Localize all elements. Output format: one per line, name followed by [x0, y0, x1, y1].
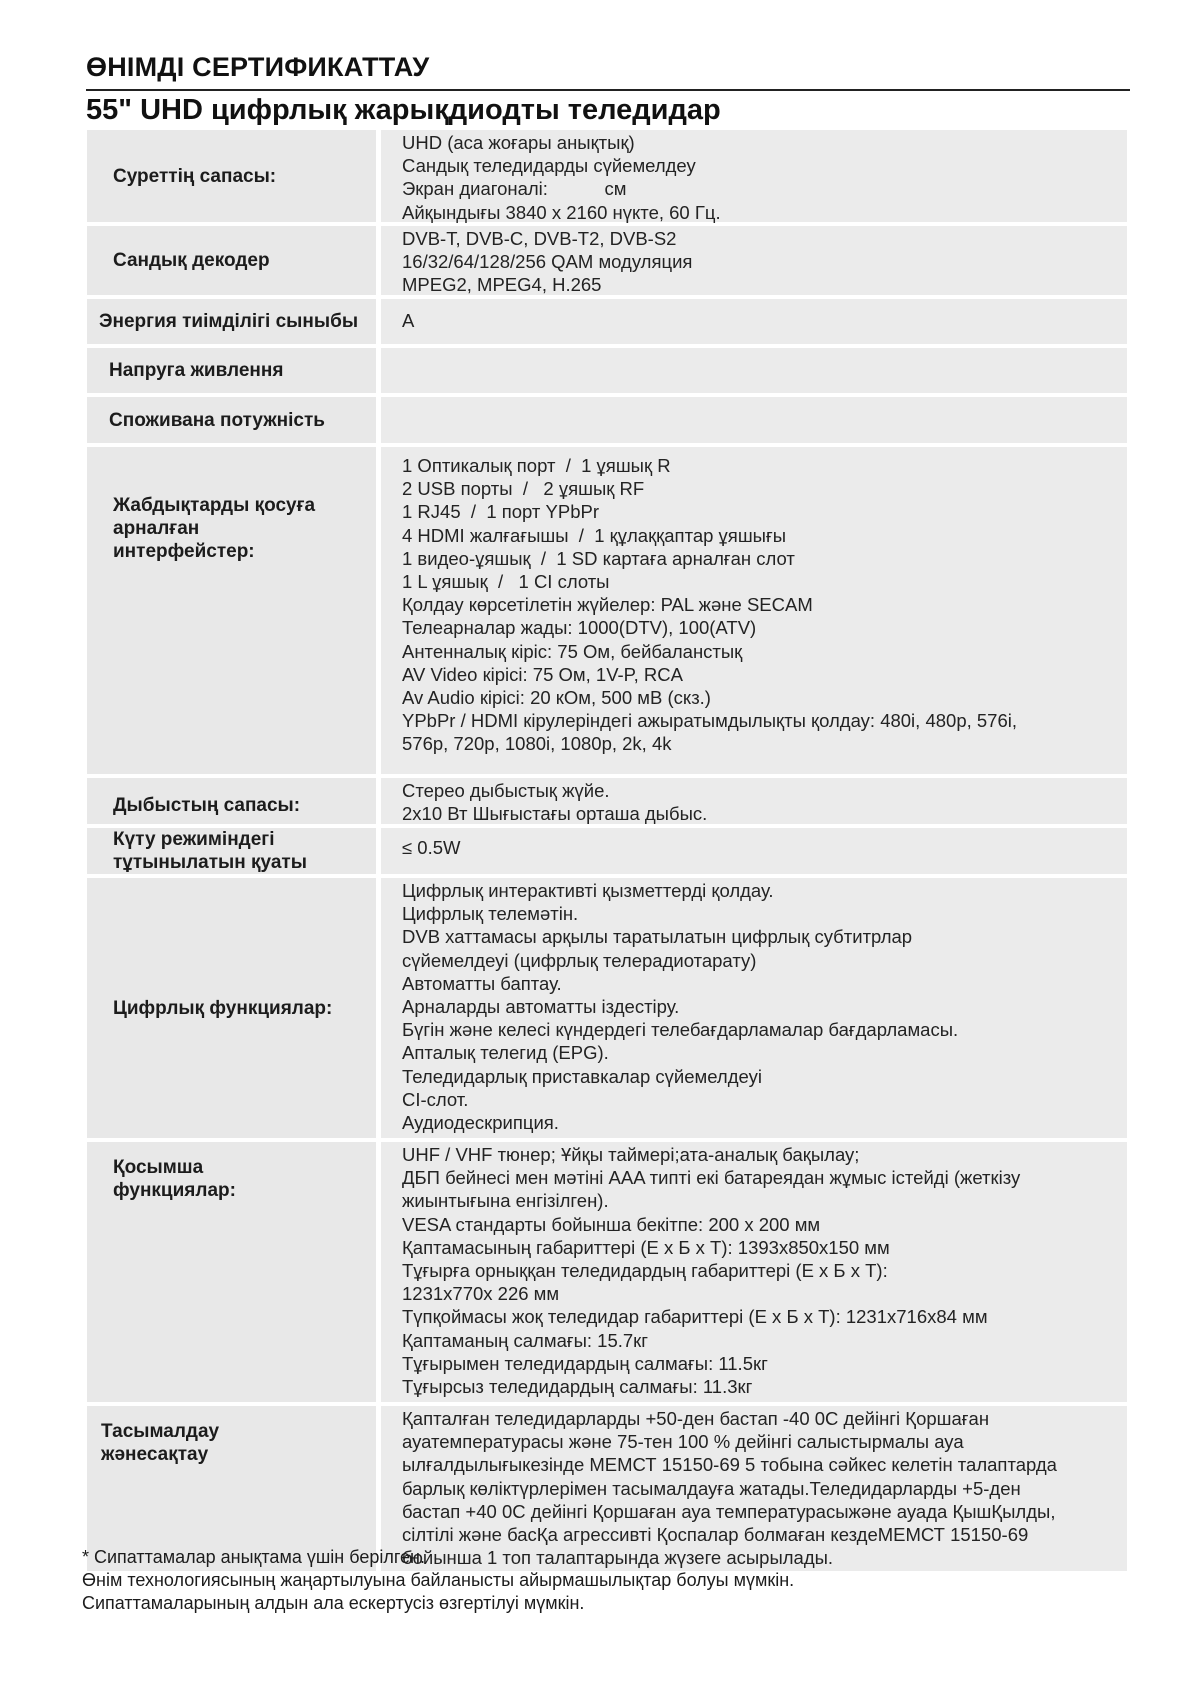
spec-line: бастап +40 0С дейінгі Қоршаған ауа температурасыжәне ауада ҚышҚылды,	[402, 1500, 1056, 1522]
spec-line: 1231x770x 226 мм	[402, 1283, 560, 1305]
spec-line: UHD (аса жоғары анықтық)	[402, 132, 635, 153]
spec-label: Споживана потужність	[87, 397, 381, 443]
spec-line: Av Audio кірісі: 20 кОм, 500 мВ (скз.)	[402, 687, 711, 709]
spec-line: сілтілі және басҚа агрессивті Қоспалар болмаған кездеМЕМСТ 15150-69	[402, 1524, 1029, 1546]
spec-value	[381, 299, 1127, 344]
spec-label: Қосымша функциялар:	[87, 1142, 381, 1402]
spec-label: Сандық декодер	[87, 226, 381, 295]
spec-row-supply-voltage	[87, 348, 1127, 393]
spec-row-sound-quality	[87, 778, 1127, 824]
footnotes	[82, 1546, 794, 1615]
spec-line: Экран диагоналі: см	[402, 178, 627, 200]
spec-line: жиынтығына енгізілген).	[402, 1190, 609, 1212]
spec-row-power-consumption	[87, 397, 1127, 443]
spec-line: Теледидарлық приставкалар сүйемелдеуі	[402, 1065, 762, 1087]
footnote: Өнім технологиясының жаңартылуына байланысты айырмашылықтар болуы мүмкін.	[82, 1570, 795, 1590]
spec-line: Сандық теледидарды сүйемелдеу	[402, 155, 696, 177]
spec-line: ылғалдылығыкезінде МЕМСТ 15150-69 5 тобына сәйкес келетін талаптарда	[402, 1454, 1057, 1476]
spec-line: Аудиодескрипция.	[402, 1112, 559, 1134]
spec-line: Тұғырсыз теледидардың салмағы: 11.3кг	[402, 1376, 753, 1398]
spec-line: Арналарды автоматты іздестіру.	[402, 996, 680, 1018]
spec-line: Қаптаманың салмағы: 15.7кг	[402, 1329, 649, 1351]
spec-line: 1 RJ45 / 1 порт YPbPr	[402, 501, 600, 523]
spec-line: Апталық телегид (EPG).	[402, 1042, 609, 1064]
spec-line: A	[402, 310, 415, 332]
spec-value-empty	[381, 397, 1127, 443]
spec-value	[381, 130, 1127, 222]
spec-line: Қолдау көрсетілетін жүйелер: PAL және SECAM	[402, 594, 813, 616]
spec-table	[87, 130, 1127, 1575]
spec-row-picture-quality	[87, 130, 1127, 222]
spec-line: YPbPr / HDMI кірулеріндегі ажыратымдылықты қолдау: 480i, 480p, 576i,	[402, 710, 1017, 732]
spec-line: барлық көліктүрлерімен тасымалдауға жатады.Теледидарларды +5-ден	[402, 1477, 1021, 1499]
spec-line: Стерео дыбыстық жүйе.	[402, 780, 610, 801]
spec-line: DVB хаттамасы арқылы таратылатын цифрлық субтитрлар	[402, 926, 913, 948]
spec-line: 1 L ұяшық / 1 CI слоты	[402, 571, 610, 593]
spec-line: 1 Оптикалық порт / 1 ұяшық R	[402, 455, 671, 476]
spec-value	[381, 226, 1127, 295]
footnote: * Сипаттамалар анықтама үшін берілген.	[82, 1547, 425, 1567]
product-subtitle: 55" UHD цифрлық жарықдиодты теледидар	[86, 94, 721, 126]
spec-line: UHF / VHF тюнер; Ұйқы таймері;ата-аналық бақылау;	[402, 1144, 860, 1165]
spec-line: Бүгін және келесі күндердегі телебағдарламалар бағдарламасы.	[402, 1019, 959, 1041]
spec-label: Энергия тиімділігі сыныбы	[87, 299, 381, 344]
spec-row-energy-class	[87, 299, 1127, 344]
page-title: ӨНІМДІ СЕРТИФИКАТТАУ	[86, 52, 430, 82]
spec-line: Цифрлық интерактивті қызметтерді қолдау.	[402, 880, 774, 901]
spec-row-additional-functions	[87, 1142, 1127, 1402]
spec-line: Автоматты баптау.	[402, 972, 562, 994]
title-divider	[86, 89, 1130, 91]
spec-line: Түпқоймасы жоқ теледидар габариттері (Е x Б x Т): 1231x716x84 мм	[402, 1306, 988, 1328]
spec-value	[381, 1142, 1127, 1402]
spec-label: Дыбыстың сапасы:	[87, 778, 381, 824]
spec-line: 1 видео-ұяшық / 1 SD картаға арналған слот	[402, 547, 795, 569]
spec-label: Суреттің сапасы:	[87, 130, 381, 222]
spec-line: CI-слот.	[402, 1088, 469, 1110]
spec-label: Тасымалдау жәнесақтау	[87, 1406, 381, 1571]
spec-line: сүйемелдеуі (цифрлық телерадиотарату)	[402, 949, 757, 971]
spec-line: DVB-T, DVB-C, DVB-T2, DVB-S2	[402, 228, 677, 249]
spec-line: Айқындығы 3840 x 2160 нүкте, 60 Гц.	[402, 201, 721, 223]
spec-line: Телеарналар жады: 1000(DTV), 100(ATV)	[402, 617, 757, 639]
footnote: Сипаттамаларының алдын ала ескертусіз өзгертілуі мүмкін.	[82, 1593, 585, 1613]
spec-line: 2x10 Вт Шығыстағы орташа дыбыс.	[402, 803, 708, 825]
spec-line: Тұғырға орныққан теледидардың габариттері (Е x Б x Т):	[402, 1260, 888, 1282]
spec-value	[381, 778, 1127, 824]
spec-line: 576p, 720p, 1080i, 1080p, 2k, 4k	[402, 733, 672, 755]
spec-row-digital-decoder	[87, 226, 1127, 295]
spec-value	[381, 828, 1127, 874]
spec-row-interfaces	[87, 447, 1127, 774]
spec-line: ауатемпературасы және 75-тен 100 % дейінгі салыстырмалы ауа	[402, 1431, 964, 1453]
spec-line: Антенналық кіріс: 75 Ом, бейбаланстық	[402, 640, 743, 662]
spec-label: Күту режиміндегі тұтынылатын қуаты	[87, 828, 381, 874]
spec-value	[381, 878, 1127, 1138]
spec-row-digital-functions	[87, 878, 1127, 1138]
spec-line: 16/32/64/128/256 QAM модуляция	[402, 251, 693, 273]
spec-line: VESA стандарты бойынша бекітпе: 200 x 200 мм	[402, 1213, 821, 1235]
spec-value-empty	[381, 348, 1127, 393]
spec-label: Цифрлық функциялар:	[87, 878, 381, 1138]
spec-line: Тұғырымен теледидардың салмағы: 11.5кг	[402, 1352, 768, 1374]
spec-value	[381, 447, 1127, 774]
spec-row-standby-power	[87, 828, 1127, 874]
spec-line: ≤ 0.5W	[402, 837, 461, 858]
spec-line: MPEG2, MPEG4, H.265	[402, 274, 602, 296]
spec-line: 4 HDMI жалғағышы / 1 құлаққаптар ұяшығы	[402, 524, 787, 546]
spec-label: Напруга живлення	[87, 348, 381, 393]
spec-line: Цифрлық телемәтін.	[402, 903, 579, 925]
spec-line: Қапталған теледидарларды +50-ден бастап -40 0С дейінгі Қоршаған	[402, 1408, 990, 1429]
spec-line: бойынша 1 топ талаптарында жүзеге асырылады.	[402, 1547, 834, 1569]
spec-line: AV Video кірісі: 75 Ом, 1V-P, RCA	[402, 663, 683, 685]
spec-line: 2 USB порты / 2 ұяшық RF	[402, 478, 645, 500]
spec-line: ДБП бейнесі мен мәтіні AAA типті екі батареядан жұмыс істейді (жеткізу	[402, 1167, 1021, 1189]
spec-label: Жабдықтарды қосуға арналған интерфейстер:	[87, 447, 381, 774]
spec-line: Қаптамасының габариттері (Е x Б x Т): 1393x850x150 мм	[402, 1236, 890, 1258]
